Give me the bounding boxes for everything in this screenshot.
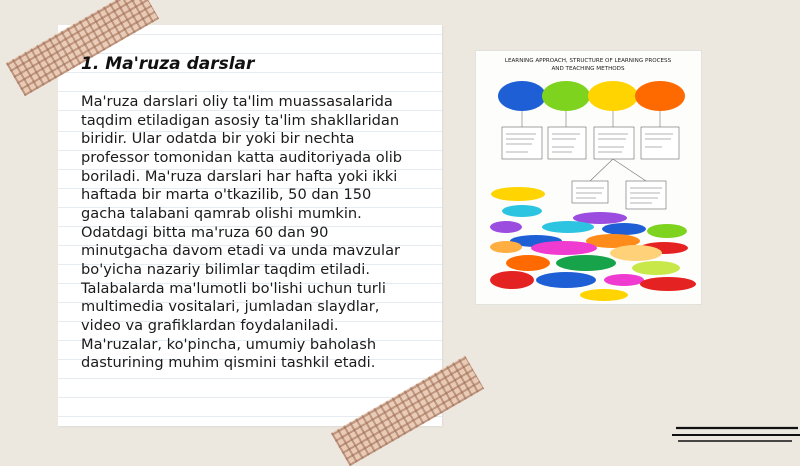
- diagram-graphic: [476, 51, 701, 304]
- method-ellipse: [490, 271, 534, 289]
- decorative-lines: [672, 423, 800, 447]
- method-ellipse: [632, 261, 680, 275]
- method-ellipse: [502, 205, 542, 217]
- diagram-node-green: [542, 81, 590, 111]
- diagram-box-5: [572, 181, 608, 203]
- method-ellipse: [610, 245, 662, 261]
- slide-title: 1. Ma'ruza darslar: [81, 54, 255, 74]
- diagram-node-orange: [635, 81, 685, 111]
- method-ellipse: [647, 224, 687, 238]
- slide-body-text: Ma'ruza darslari oliy ta'lim muassasalarida taqdim etiladigan asosiy ta'lim shakllaridan biridir. Ular odatda bir yoki bir nechta professor tomonidan katta auditoriyada olib boriladi. Ma'ruza darslari har hafta yoki ikki haftada bir marta o'tkazilib, 50 dan 150 gacha talabani qamrab olishi mumkin. Odatdagi bitta ma'ruza 60 dan 90 minutgacha davom etadi va unda mavzular bo'yicha nazariy bilimlar taqdim etiladi. Talabalarda ma'lumotli bo'lishi uchun turli multimedia vositalari, jumladan slaydlar, video va grafiklardan foydalaniladi. Ma'ruzalar, ko'pincha, umumiy baholash dasturining muhim qismini tashkil etadi.: [81, 93, 403, 372]
- method-ellipse: [490, 241, 522, 253]
- diagram-node-blue: [498, 81, 546, 111]
- method-ellipse: [491, 187, 545, 201]
- method-ellipse: [640, 277, 696, 291]
- method-ellipse: [602, 223, 646, 235]
- diagram-box-2: [548, 127, 586, 159]
- diagram-box-1: [502, 127, 542, 159]
- method-ellipse: [506, 255, 550, 271]
- diagram-box-4: [641, 127, 679, 159]
- method-ellipse: [580, 289, 628, 301]
- method-ellipse: [531, 241, 597, 255]
- method-ellipse: [490, 221, 522, 233]
- diagram-heading-line2: AND TEACHING METHODS: [551, 66, 625, 72]
- method-ellipse: [542, 221, 594, 233]
- method-ellipse: [556, 255, 616, 271]
- diagram-node-yellow: [588, 81, 638, 111]
- learning-approach-diagram: [475, 50, 702, 305]
- method-ellipse: [536, 272, 596, 288]
- diagram-heading-line1: LEARNING APPROACH, STRUCTURE OF LEARNING PROCESS: [504, 58, 672, 64]
- method-ellipse: [604, 274, 644, 286]
- diagram-box-6: [626, 181, 666, 209]
- diagram-box-3: [594, 127, 634, 159]
